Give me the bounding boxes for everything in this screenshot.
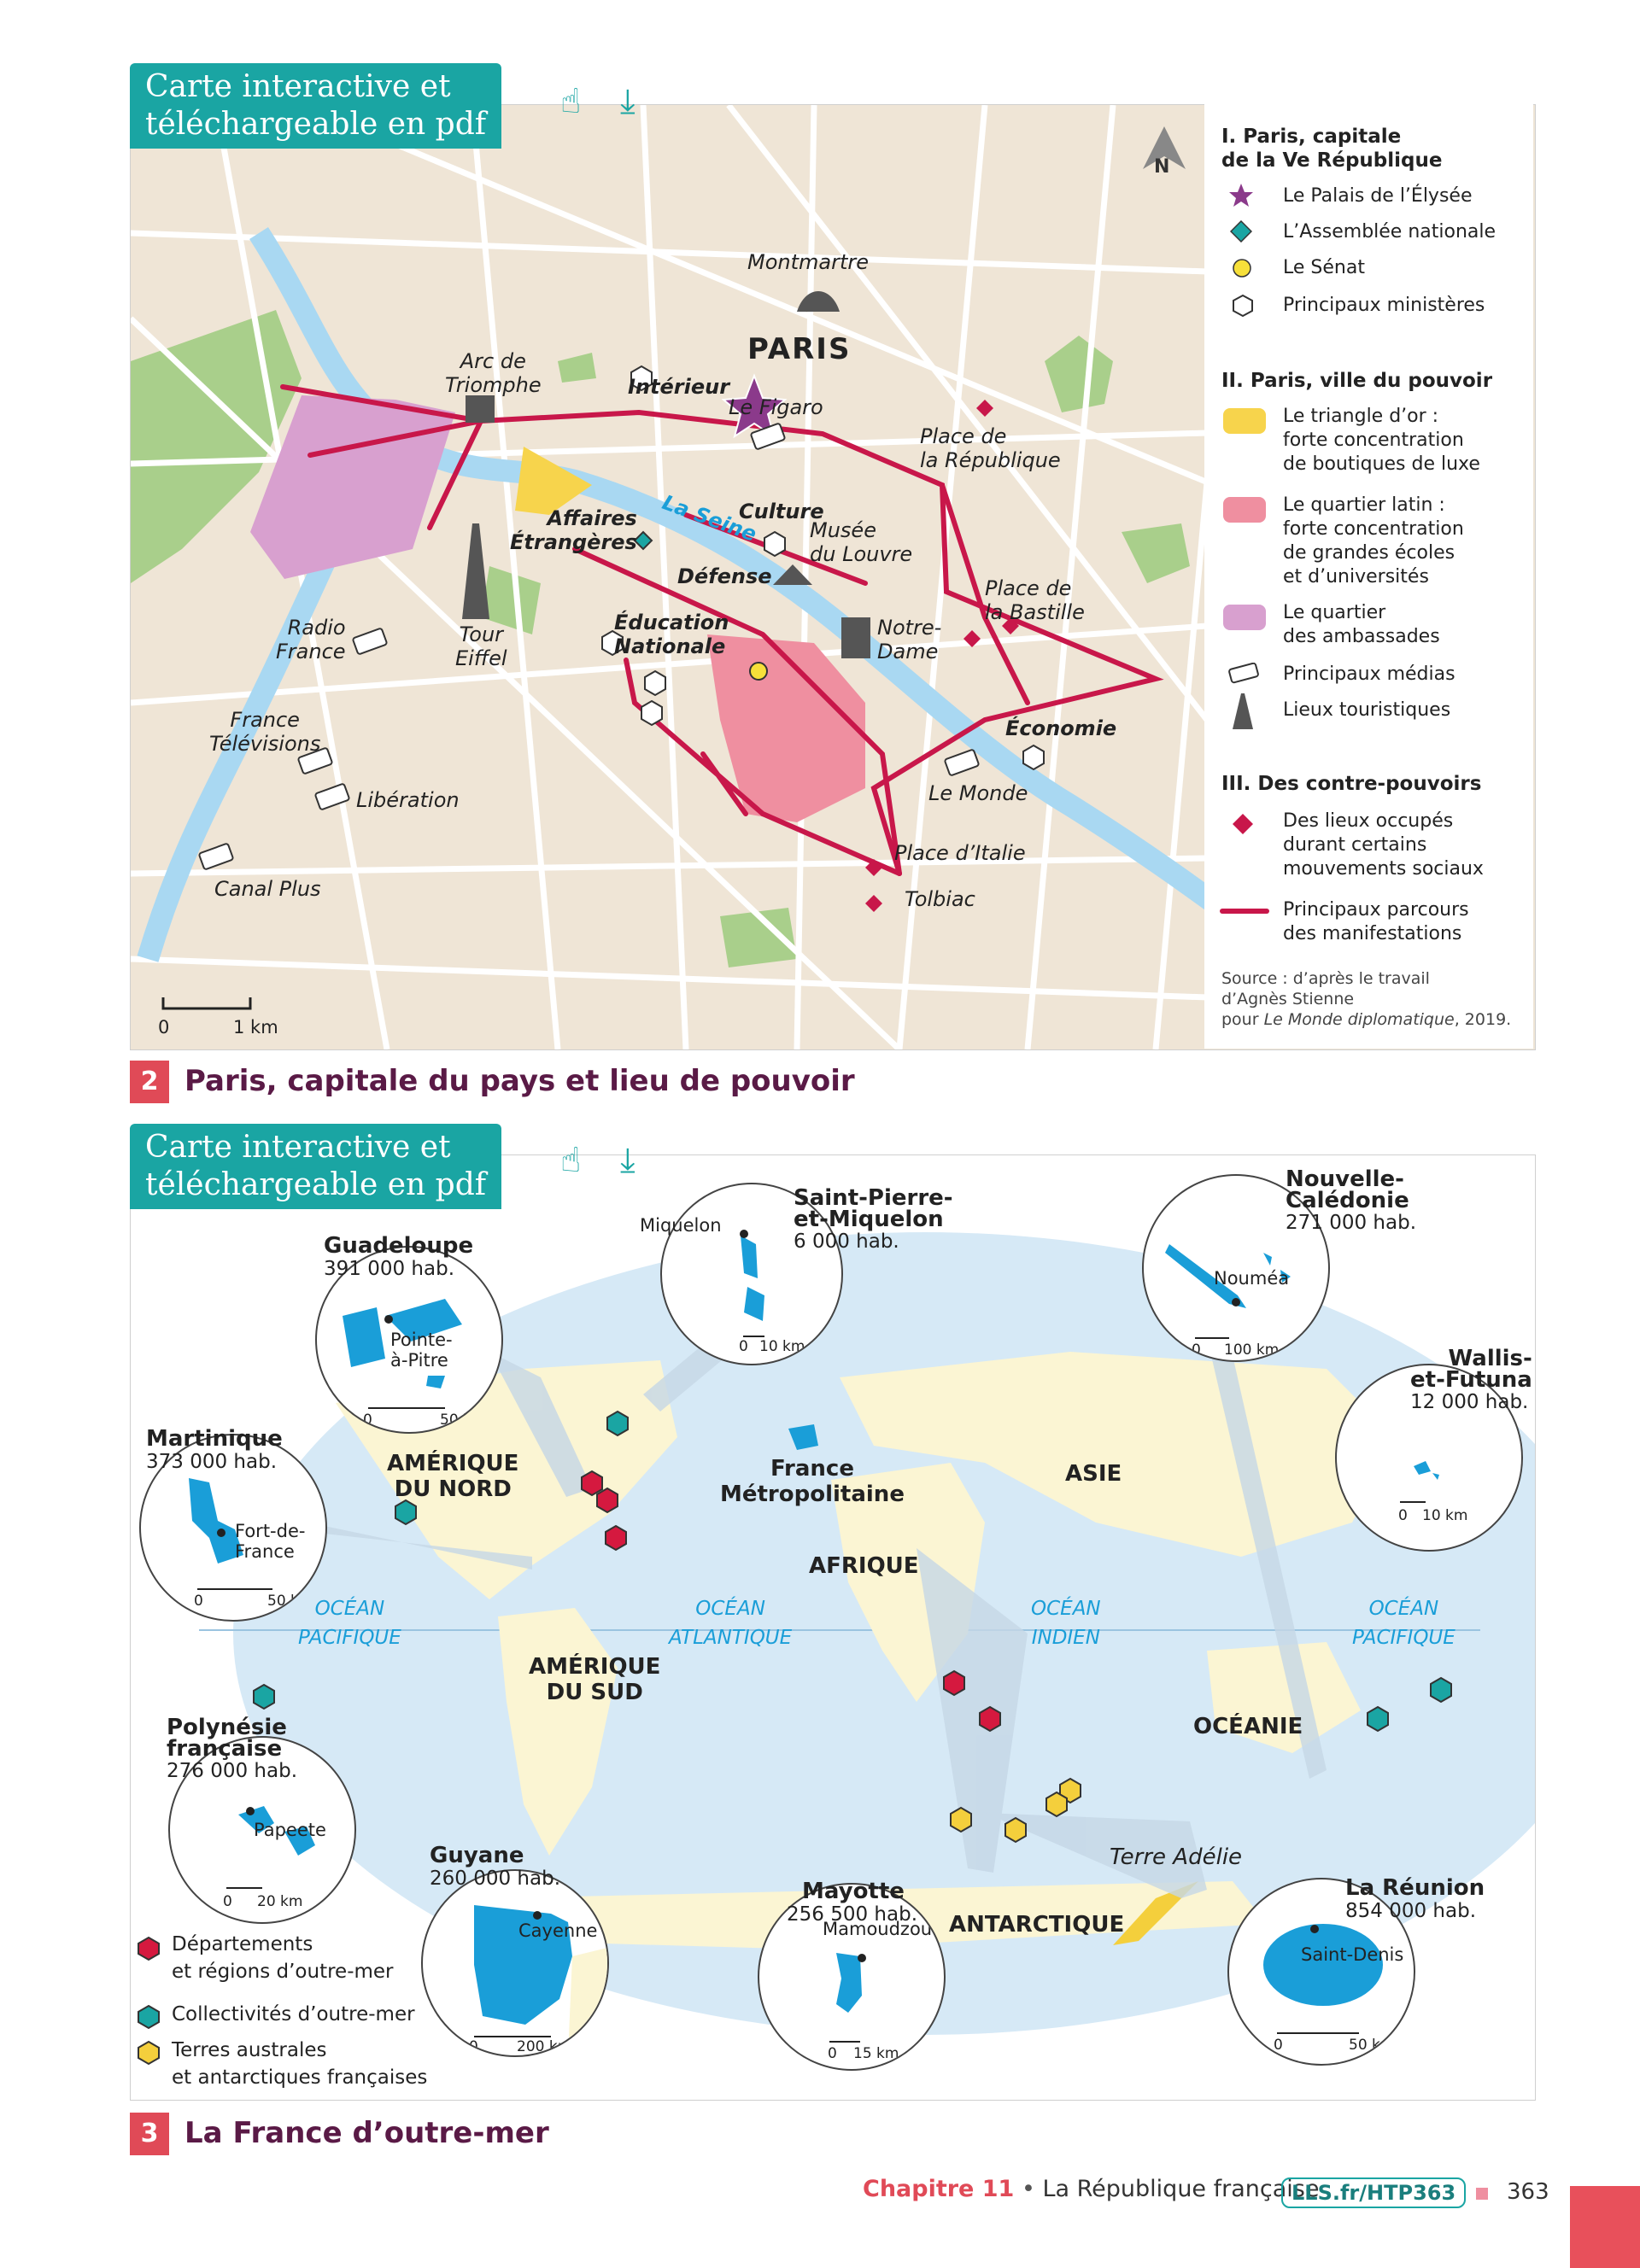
legend-section-2-title: II. Paris, ville du pouvoir	[1221, 370, 1493, 392]
label-place-bastille: Place de la Bastille	[985, 576, 1085, 624]
label-france-metropolitaine: France Métropolitaine	[720, 1456, 905, 1507]
scale-km: 50 km	[440, 1412, 486, 1429]
north-label: N	[1154, 156, 1170, 178]
label-asie: ASIE	[1065, 1461, 1122, 1487]
label-affaires-etrangeres: Affaires Étrangères	[510, 506, 637, 554]
pere-lachaise-park	[1122, 523, 1190, 583]
eiffel-tower-icon	[462, 523, 489, 619]
label-le-figaro: Le Figaro	[729, 395, 823, 419]
page-tab-marker	[1570, 2186, 1640, 2268]
scale-zero: 0	[828, 2045, 837, 2062]
assemblee-diamond-icon	[635, 532, 652, 549]
scale-km: 10 km	[759, 1338, 805, 1355]
pop-nouvelle-caledonie: 271 000 hab.	[1286, 1212, 1417, 1234]
label-economie: Économie	[1005, 716, 1117, 740]
city-miquelon: Miquelon	[640, 1215, 722, 1236]
caption-number: 3	[130, 2113, 169, 2155]
label-ocean-pacifique-east: OCÉAN PACIFIQUE	[1352, 1598, 1456, 1649]
scale-km: 1 km	[233, 1017, 278, 1038]
sacre-coeur-icon	[797, 291, 840, 312]
caption-title: Paris, capitale du pays et lieu de pouvoir	[184, 1064, 855, 1098]
label-afrique: AFRIQUE	[809, 1553, 919, 1579]
outre-mer-map	[130, 1154, 1536, 2101]
key-com-hexagon-icon	[136, 2004, 161, 2030]
scale-zero: 0	[1274, 2037, 1283, 2054]
legend-senat: Le Sénat	[1283, 257, 1365, 278]
pop-martinique: 373 000 hab.	[146, 1451, 278, 1473]
label-france-televisions: France Télévisions	[209, 708, 321, 756]
name-martinique: Martinique	[146, 1426, 283, 1452]
scale-km: 200 km	[517, 2038, 572, 2055]
city-cayenne: Cayenne	[518, 1920, 598, 1941]
pop-guadeloupe: 391 000 hab.	[324, 1258, 455, 1280]
pop-saint-pierre-miquelon: 6 000 hab.	[794, 1230, 899, 1253]
scale-km: 50 km	[267, 1593, 313, 1610]
scale-zero: 0	[1398, 1507, 1408, 1524]
city-fort-de-france: Fort-de- France	[235, 1521, 306, 1562]
city-saint-denis: Saint-Denis	[1301, 1944, 1404, 1965]
scale-zero: 0	[223, 1893, 232, 1910]
label-le-monde: Le Monde	[928, 781, 1028, 805]
hand-pointer-icon[interactable]: ☝	[560, 1141, 582, 1180]
footer-square-icon	[1476, 2188, 1488, 2200]
download-icon[interactable]: ⤓	[620, 82, 636, 121]
legend-section-1-title: I. Paris, capitale de la Ve République	[1221, 126, 1443, 172]
label-ocean-atlantique: OCÉAN ATLANTIQUE	[669, 1598, 793, 1649]
scale-zero: 0	[469, 2038, 478, 2055]
legend-occupied-place-icon	[1232, 813, 1254, 835]
pop-wallis-futuna: 12 000 hab.	[1410, 1391, 1529, 1413]
notre-dame-icon	[841, 617, 870, 658]
scale-zero: 0	[158, 1017, 170, 1038]
pop-la-reunion: 854 000 hab.	[1345, 1900, 1477, 1922]
scale-km: 50 km	[1349, 2037, 1395, 2054]
label-ocean-pacifique-west: OCÉAN PACIFIQUE	[298, 1598, 401, 1649]
scale-km: 100 km	[1224, 1342, 1280, 1359]
name-saint-pierre-miquelon: Saint-Pierre- et-Miquelon	[794, 1185, 953, 1232]
page-number: 363	[1507, 2179, 1549, 2205]
label-canal-plus: Canal Plus	[214, 877, 321, 901]
key-taaf-hexagon-icon	[136, 2040, 161, 2066]
interactive-map-badge[interactable]: Carte interactive et téléchargeable en pdf	[130, 63, 501, 149]
scale-zero: 0	[194, 1593, 203, 1610]
legend-medias: Principaux médias	[1283, 663, 1456, 685]
pop-guyane: 260 000 hab.	[430, 1868, 561, 1890]
pop-mayotte: 256 500 hab.	[787, 1903, 918, 1926]
arc-de-triomphe-icon	[466, 395, 495, 423]
page-footer	[863, 2176, 1319, 2202]
hand-pointer-icon[interactable]: ☝	[560, 82, 582, 121]
footer-chapter: Chapitre 11	[863, 2176, 1015, 2202]
scale-bar	[163, 997, 250, 1008]
caption-number: 2	[130, 1061, 169, 1103]
label-tolbiac: Tolbiac	[905, 887, 975, 911]
label-culture: Culture	[739, 500, 824, 523]
scale-zero: 0	[739, 1338, 748, 1355]
name-polynesie: Polynésie française	[167, 1715, 287, 1762]
legend-touristiques: Lieux touristiques	[1283, 699, 1451, 721]
footer-link[interactable]: LLS.fr/HTP363	[1281, 2177, 1466, 2208]
name-guyane: Guyane	[430, 1843, 524, 1868]
legend-quartier-latin-swatch	[1223, 497, 1266, 523]
legend-assemblee-diamond-icon	[1230, 220, 1252, 243]
download-icon[interactable]: ⤓	[620, 1141, 636, 1180]
label-education-nationale: Éducation Nationale	[614, 611, 729, 658]
label-place-republique: Place de la République	[920, 424, 1061, 472]
label-defense: Défense	[677, 564, 772, 588]
legend-lieux-occupes: Des lieux occupés durant certains mouvements sociaux	[1283, 810, 1484, 880]
legend-senat-circle-icon	[1232, 258, 1252, 278]
legend-route-line	[1220, 909, 1269, 914]
label-tour-eiffel: Tour Eiffel	[455, 623, 507, 670]
legend-elysee: Le Palais de l’Élysée	[1283, 185, 1473, 207]
senat-circle-icon	[750, 663, 767, 680]
scale-km: 15 km	[853, 2045, 899, 2062]
pop-polynesie: 276 000 hab.	[167, 1760, 298, 1782]
key-taaf: Terres australes et antarctiques françaises	[172, 2039, 428, 2089]
label-oceanie: OCÉANIE	[1193, 1714, 1303, 1739]
legend-ministeres: Principaux ministères	[1283, 295, 1485, 316]
label-radio-france: Radio France	[276, 616, 346, 663]
map-source: Source : d’après le travail d’Agnès Stienne pour Le Monde diplomatique, 2019.	[1221, 969, 1512, 1029]
label-la-seine: La Seine	[659, 490, 760, 547]
scale-km: 10 km	[1422, 1507, 1468, 1524]
legend-quartier-latin: Le quartier latin : forte concentration de grandes écoles et d’universités	[1283, 494, 1464, 587]
monceau-park	[558, 353, 596, 383]
scale-zero: 0	[1192, 1342, 1201, 1359]
label-paris: PARIS	[747, 332, 852, 366]
legend-ministry-hexagon-icon	[1232, 294, 1254, 318]
label-musee-louvre: Musée du Louvre	[810, 518, 913, 566]
caption-title: La France d’outre-mer	[184, 2116, 549, 2150]
legend-elysee-star-icon	[1228, 183, 1254, 208]
occupied-place-icon	[865, 895, 882, 912]
label-antarctique: ANTARCTIQUE	[949, 1912, 1125, 1938]
footer-separator: •	[1014, 2176, 1043, 2202]
legend-triangle-or: Le triangle d’or : forte concentration de boutiques de luxe	[1283, 406, 1480, 475]
city-mamoudzou: Mamoudzou	[823, 1919, 933, 1939]
legend-media-icon	[1227, 663, 1261, 685]
key-drom: Départements et régions d’outre-mer	[172, 1933, 394, 1983]
legend-triangle-or-swatch	[1223, 408, 1266, 434]
legend-ambassades-swatch	[1223, 605, 1266, 630]
label-ocean-indien: OCÉAN INDIEN	[1031, 1598, 1101, 1649]
legend-parcours: Principaux parcours des manifestations	[1283, 899, 1469, 944]
label-place-italie: Place d’Italie	[894, 841, 1026, 865]
buttes-chaumont-park	[1045, 336, 1113, 412]
name-mayotte: Mayotte	[802, 1879, 905, 1904]
paris-map-legend	[1204, 104, 1533, 1049]
city-noumea: Nouméa	[1214, 1268, 1290, 1289]
label-terre-adelie: Terre Adélie	[1110, 1844, 1243, 1870]
label-montmartre: Montmartre	[747, 250, 870, 274]
scale-km: 20 km	[257, 1893, 303, 1910]
footer-title: La République française	[1042, 2176, 1320, 2202]
north-arrow-icon	[1139, 122, 1190, 182]
name-guadeloupe: Guadeloupe	[324, 1233, 474, 1259]
legend-assemblee: L’Assemblée nationale	[1283, 221, 1496, 243]
key-drom-hexagon-icon	[136, 1936, 161, 1961]
legend-section-3-title: III. Des contre-pouvoirs	[1221, 773, 1482, 795]
label-arc-de-triomphe: Arc de Triomphe	[445, 349, 542, 397]
scale-zero: 0	[363, 1412, 372, 1429]
name-wallis-futuna: Wallis- et-Futuna	[1410, 1346, 1532, 1393]
city-pointe-a-pitre: Pointe- à-Pitre	[390, 1330, 453, 1371]
legend-tourist-icon	[1232, 693, 1254, 731]
key-com: Collectivités d’outre-mer	[172, 2003, 415, 2025]
name-la-reunion: La Réunion	[1345, 1875, 1485, 1901]
label-notre-dame: Notre- Dame	[877, 616, 942, 663]
triangle-or-zone	[515, 447, 592, 515]
label-interieur: Intérieur	[628, 375, 730, 399]
name-nouvelle-caledonie: Nouvelle- Calédonie	[1286, 1166, 1409, 1213]
occupied-place-icon	[976, 400, 993, 417]
label-amerique-du-sud: AMÉRIQUE DU SUD	[529, 1654, 661, 1705]
inset-guyane	[421, 1869, 609, 2057]
label-amerique-du-nord: AMÉRIQUE DU NORD	[387, 1451, 519, 1502]
city-papeete: Papeete	[254, 1820, 326, 1840]
label-liberation: Libération	[356, 788, 460, 812]
legend-ambassades: Le quartier des ambassades	[1283, 602, 1440, 647]
interactive-map-badge[interactable]: Carte interactive et téléchargeable en pdf	[130, 1124, 501, 1209]
